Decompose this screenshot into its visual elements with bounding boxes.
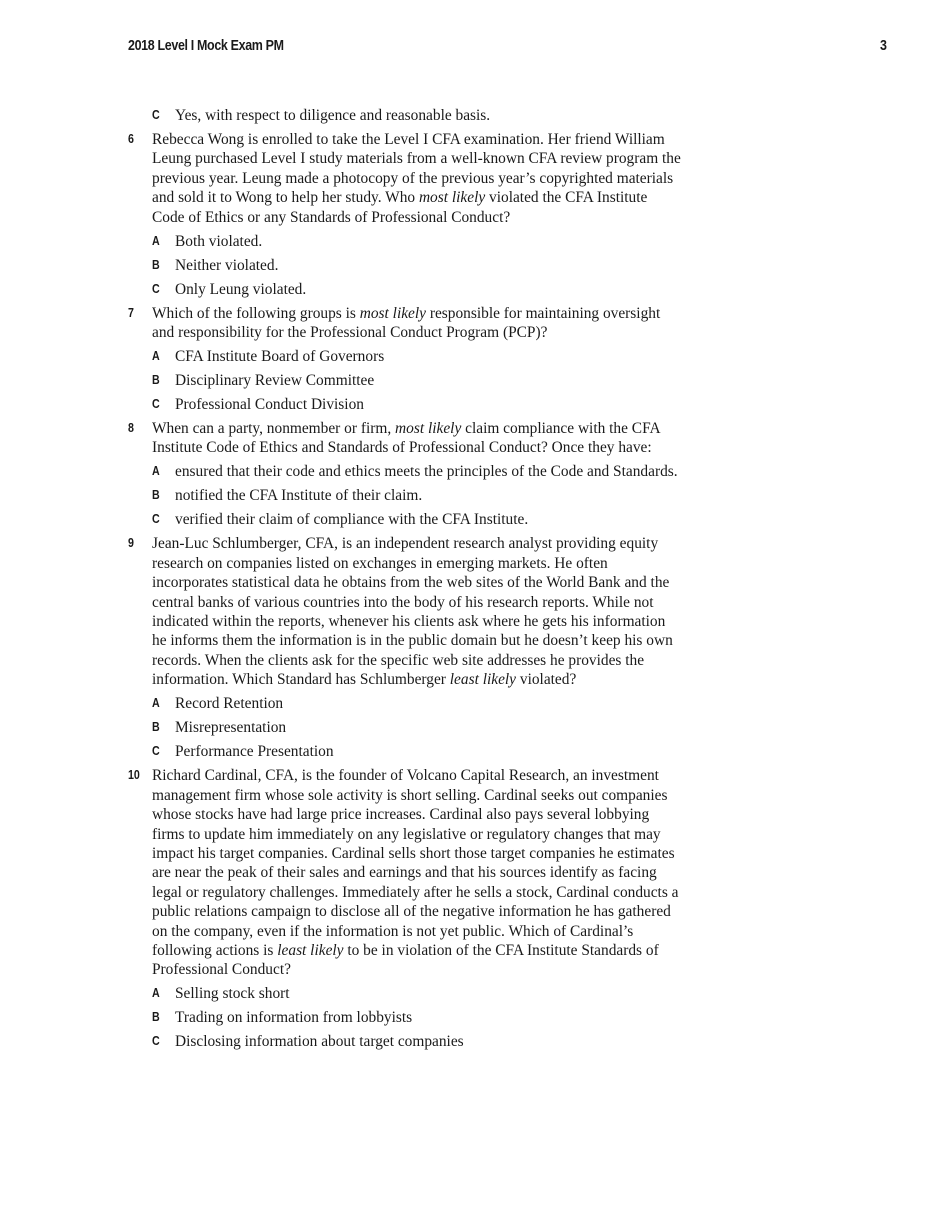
option-label: C <box>152 743 160 759</box>
option-text: verified their claim of compliance with the CFA Institute. <box>175 511 529 529</box>
answer-options <box>152 694 683 761</box>
question-number: 7 <box>128 304 134 320</box>
question-stem: Which of the following groups is most likely responsible for maintaining oversight and responsibility for the Professional Conduct Program (PCP)? <box>152 304 661 342</box>
page-header-title: 2018 Level I Mock Exam PM <box>128 38 284 54</box>
question-stem: Jean-Luc Schlumberger, CFA, is an independent research analyst providing equity research on companies listed on exchanges in emerging markets. He often incorporates statistical data he obtains from the web sites of the World Bank and the central banks of various countries into the body of his research reports. While not indicated within the reports, whenever his clients ask where he gets his information he informs them the information is in the public domain but he doesn’t keep his own records. When the clients ask for the specific web site addresses he provides the information. Which Standard has Schlumberger least likely violated? <box>152 535 673 689</box>
answer-option <box>152 742 683 761</box>
question-8 <box>128 419 683 530</box>
answer-options <box>152 232 683 299</box>
question-9 <box>128 534 683 761</box>
option-label: B <box>152 1009 160 1025</box>
option-label: C <box>152 107 160 122</box>
answer-option <box>152 256 683 275</box>
option-label: A <box>152 348 160 364</box>
option-label: A <box>152 232 160 248</box>
option-text: Disclosing information about target companies <box>175 1033 464 1051</box>
question-stem: When can a party, nonmember or firm, most likely claim compliance with the CFA Institute Code of Ethics and Standards of Professional Conduct? Once they have: <box>152 420 660 457</box>
option-text: Performance Presentation <box>175 743 334 761</box>
option-label: B <box>152 256 160 272</box>
option-label: A <box>152 463 160 479</box>
answer-options <box>152 984 683 1051</box>
option-text: Neither violated. <box>175 256 279 274</box>
question-stem: Richard Cardinal, CFA, is the founder of Volcano Capital Research, an investment management firm whose sole activity is short selling. Cardinal seeks out companies whose stocks have had large price increases. Cardinal also pays several lobbying firms to update him immediately on any legislative or regulatory changes that may impact his target companies. Cardinal sells short those target companies he estimates are near the peak of their sales and earnings and that his sources identify as facing legal or regulatory challenges. Immediately after he sells a stock, Cardinal conducts a public relations campaign to disclose all of the negative information he has gathered on the company, even if the information is not yet public. Which of Cardinal’s following actions is least likely to be in violation of the CFA Institute Standards of Professional Conduct? <box>152 767 679 979</box>
answer-option <box>152 1032 683 1051</box>
question-7 <box>128 304 683 415</box>
answer-option <box>152 462 683 481</box>
option-text: Only Leung violated. <box>175 280 307 298</box>
option-text: CFA Institute Board of Governors <box>175 348 385 366</box>
option-label: C <box>152 280 160 296</box>
option-text: Record Retention <box>175 695 284 713</box>
question-6 <box>128 130 683 299</box>
question-number: 10 <box>128 767 140 783</box>
option-label: C <box>152 1033 160 1049</box>
answer-option <box>152 984 683 1003</box>
question-stem: Rebecca Wong is enrolled to take the Level I CFA examination. Her friend William Leung purchased Level I study materials from a well-known CFA review program the previous year. Leung made a photocopy of the previous year’s copyrighted materials and sold it to Wong to help her study. Who most likely violated the CFA Institute Code of Ethics or any Standards of Professional Conduct? <box>152 131 681 226</box>
option-label: C <box>152 396 160 412</box>
option-text: Trading on information from lobbyists <box>175 1009 413 1027</box>
continued-option <box>128 106 683 125</box>
answer-options <box>152 462 683 529</box>
answer-option <box>152 371 683 390</box>
option-text: Yes, with respect to diligence and reasonable basis. <box>175 107 491 124</box>
answer-option <box>152 694 683 713</box>
answer-options <box>152 347 683 414</box>
option-text: ensured that their code and ethics meets the principles of the Code and Standards. <box>175 463 678 481</box>
option-text: Disciplinary Review Committee <box>175 372 375 390</box>
option-text: Misrepresentation <box>175 719 287 737</box>
answer-option <box>152 718 683 737</box>
option-text: Both violated. <box>175 232 263 250</box>
question-number: 9 <box>128 535 134 551</box>
question-10 <box>128 766 683 1051</box>
answer-option <box>152 510 683 529</box>
answer-option <box>152 347 683 366</box>
option-label: B <box>152 372 160 388</box>
page-number: 3 <box>880 38 887 54</box>
answer-option <box>152 280 683 299</box>
exam-content <box>128 106 683 1052</box>
answer-option <box>152 1008 683 1027</box>
option-label: A <box>152 985 160 1001</box>
answer-option <box>152 232 683 251</box>
option-label: A <box>152 695 160 711</box>
question-number: 6 <box>128 131 134 146</box>
option-label: B <box>152 487 160 503</box>
option-text: Selling stock short <box>175 985 290 1003</box>
option-label: B <box>152 719 160 735</box>
option-text: Professional Conduct Division <box>175 396 364 414</box>
option-label: C <box>152 511 160 527</box>
answer-option <box>152 395 683 414</box>
question-number: 8 <box>128 420 134 436</box>
answer-option <box>152 486 683 505</box>
option-text: notified the CFA Institute of their claim. <box>175 487 423 505</box>
